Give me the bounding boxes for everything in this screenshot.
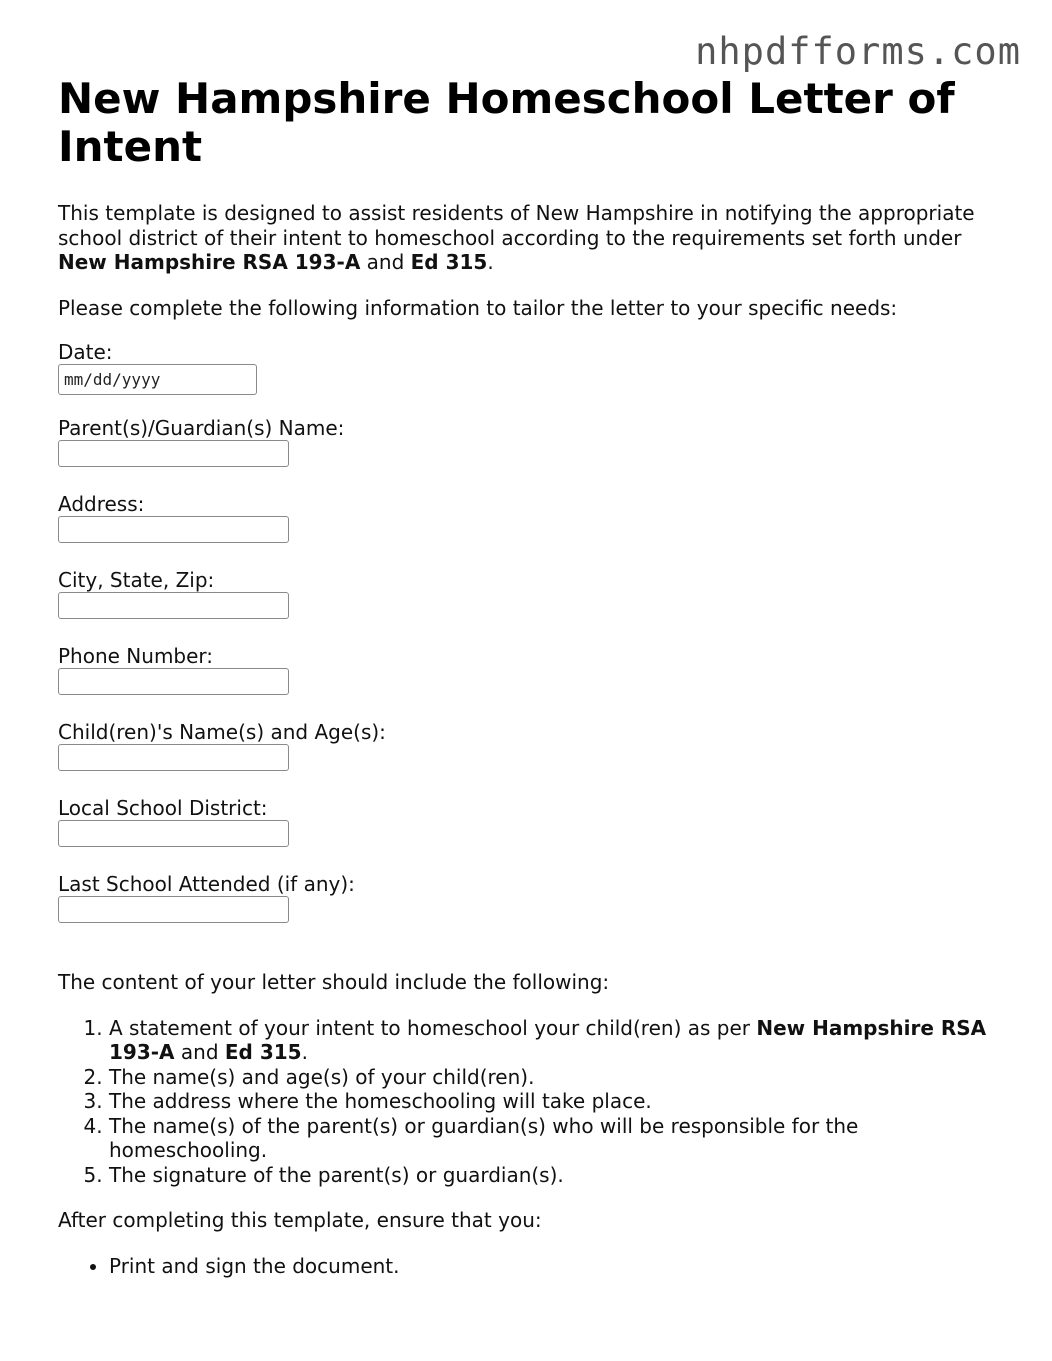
city-state-zip-input[interactable]	[58, 592, 289, 619]
content-intro: The content of your letter should include the following:	[58, 970, 610, 994]
city-state-zip-label: City, State, Zip:	[58, 568, 215, 592]
parent-name-label: Parent(s)/Guardian(s) Name:	[58, 416, 345, 440]
list-item	[109, 1016, 1008, 1065]
intro-and: and	[360, 250, 411, 274]
last-school-label: Last School Attended (if any):	[58, 872, 355, 896]
date-label: Date:	[58, 340, 113, 364]
address-label: Address:	[58, 492, 145, 516]
district-label: Local School District:	[58, 796, 268, 820]
requirement-1-and: and	[174, 1040, 225, 1064]
city-state-zip-field-group	[58, 568, 1008, 644]
after-list	[58, 1254, 1008, 1279]
phone-field-group	[58, 644, 1008, 720]
form-fields	[58, 340, 1008, 948]
list-item: 5. The signature of the parent(s) or guardian(s).	[109, 1163, 1008, 1188]
watermark: nhpdfforms.com	[695, 30, 1021, 73]
date-field-group	[58, 340, 1008, 416]
requirement-1-law-rsa: New Hampshire RSA 193-A	[109, 1015, 987, 1064]
page-title: New Hampshire Homeschool Letter of Intent	[58, 74, 955, 171]
intro-text: This template is designed to assist residents of New Hampshire in notifying the appropriate school district of their intent to homeschool according to the requirements set forth under	[58, 201, 975, 250]
address-field-group	[58, 492, 1008, 568]
intro-paragraph	[58, 201, 1008, 275]
parent-name-field-group	[58, 416, 1008, 492]
list-item: 4. The name(s) of the parent(s) or guardian(s) who will be responsible for the homeschooling.	[109, 1114, 1008, 1163]
intro-law-rsa: New Hampshire RSA 193-A	[58, 250, 361, 274]
date-input[interactable]	[58, 364, 257, 395]
intro-law-ed: Ed 315	[410, 250, 488, 274]
address-input[interactable]	[58, 516, 289, 543]
last-school-field-group	[58, 872, 1008, 948]
intro-end: .	[487, 250, 494, 274]
district-input[interactable]	[58, 820, 289, 847]
phone-input[interactable]	[58, 668, 289, 695]
last-school-input[interactable]	[58, 896, 289, 923]
phone-label: Phone Number:	[58, 644, 214, 668]
requirement-1-law-ed: Ed 315	[224, 1040, 302, 1064]
document-body	[58, 75, 1008, 1278]
list-item: 3. The address where the homeschooling will take place.	[109, 1089, 1008, 1114]
requirement-1-text: A statement of your intent to homeschool your child(ren) as per	[109, 1015, 757, 1040]
parent-name-input[interactable]	[58, 440, 289, 467]
children-field-group	[58, 720, 1008, 796]
list-item: • Print and sign the document.	[109, 1254, 1008, 1279]
after-intro: After completing this template, ensure that you:	[58, 1208, 542, 1232]
requirement-1-end: .	[301, 1040, 308, 1064]
children-input[interactable]	[58, 744, 289, 771]
district-field-group	[58, 796, 1008, 872]
list-item: 2. The name(s) and age(s) of your child(ren).	[109, 1065, 1008, 1090]
children-label: Child(ren)'s Name(s) and Age(s):	[58, 720, 386, 744]
requirements-list	[58, 1016, 1008, 1188]
instructions-prompt: Please complete the following information to tailor the letter to your specific needs:	[58, 295, 898, 320]
